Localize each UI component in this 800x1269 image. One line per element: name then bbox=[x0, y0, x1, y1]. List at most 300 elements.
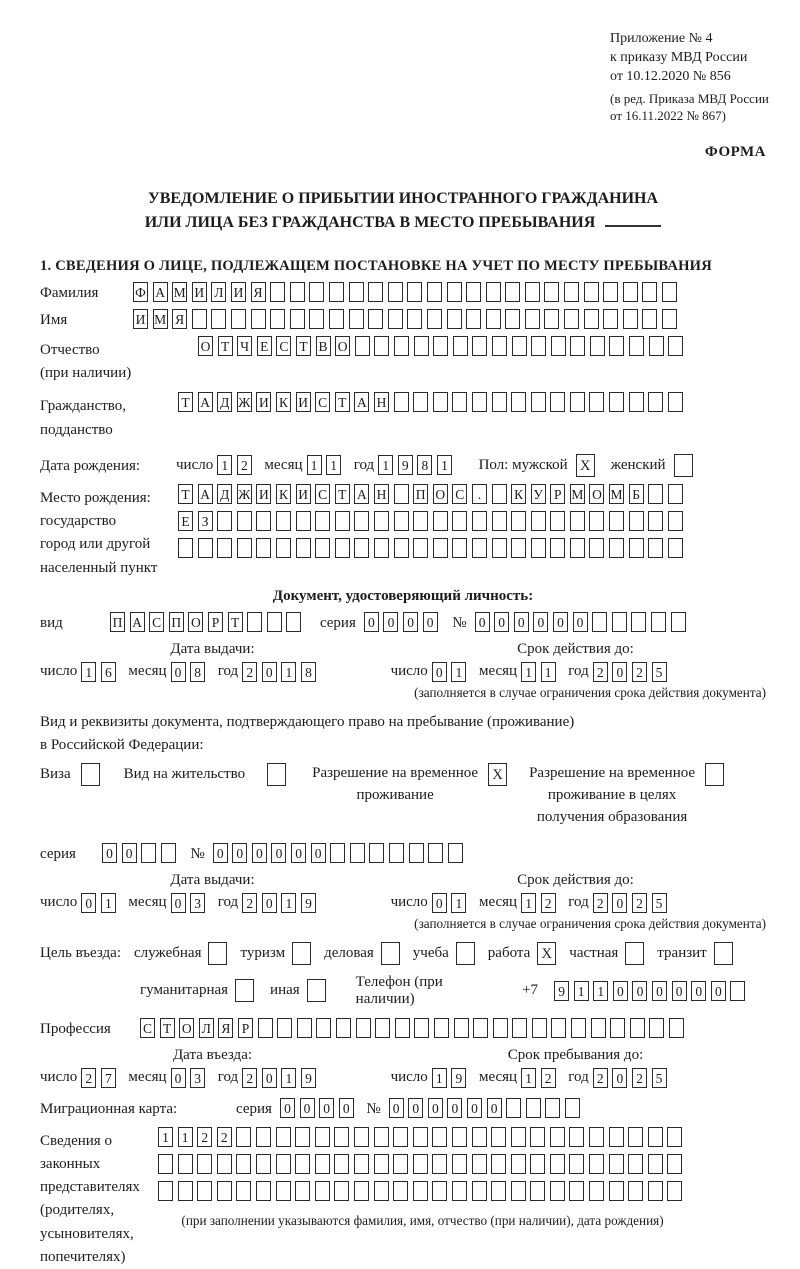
char-cell[interactable]: 9 bbox=[451, 1068, 466, 1088]
char-cell[interactable] bbox=[648, 1154, 663, 1174]
char-cell[interactable] bbox=[315, 1181, 330, 1201]
char-cell[interactable] bbox=[550, 392, 565, 412]
char-cell[interactable] bbox=[158, 1154, 173, 1174]
char-cell[interactable]: 1 bbox=[521, 893, 536, 913]
char-cell[interactable] bbox=[388, 282, 403, 302]
char-cell[interactable] bbox=[592, 612, 607, 632]
char-cell[interactable]: 1 bbox=[378, 455, 393, 475]
char-cell[interactable] bbox=[295, 1181, 310, 1201]
purpose-official-checkbox[interactable] bbox=[208, 942, 227, 965]
char-cell[interactable]: С bbox=[276, 336, 291, 356]
char-cell[interactable] bbox=[486, 282, 501, 302]
char-cell[interactable] bbox=[375, 1018, 390, 1038]
char-cell[interactable]: 0 bbox=[632, 981, 647, 1001]
char-cell[interactable]: 1 bbox=[281, 1068, 296, 1088]
char-cell[interactable]: Л bbox=[211, 282, 226, 302]
char-cell[interactable]: 0 bbox=[553, 612, 568, 632]
char-cell[interactable]: 0 bbox=[171, 662, 186, 682]
char-cell[interactable] bbox=[368, 282, 383, 302]
char-cell[interactable]: Р bbox=[550, 484, 565, 504]
char-cell[interactable]: 1 bbox=[451, 662, 466, 682]
char-cell[interactable] bbox=[609, 392, 624, 412]
char-cell[interactable] bbox=[258, 1018, 273, 1038]
char-cell[interactable] bbox=[569, 1154, 584, 1174]
char-cell[interactable] bbox=[454, 1018, 469, 1038]
char-cell[interactable] bbox=[178, 1154, 193, 1174]
char-cell[interactable] bbox=[315, 538, 330, 558]
char-cell[interactable]: 0 bbox=[408, 1098, 423, 1118]
char-cell[interactable] bbox=[584, 309, 599, 329]
char-cell[interactable] bbox=[550, 538, 565, 558]
char-cell[interactable] bbox=[662, 282, 677, 302]
char-cell[interactable]: О bbox=[433, 484, 448, 504]
char-cell[interactable]: 9 bbox=[301, 893, 316, 913]
char-cell[interactable] bbox=[374, 1154, 389, 1174]
char-cell[interactable] bbox=[452, 511, 467, 531]
char-cell[interactable] bbox=[564, 282, 579, 302]
char-cell[interactable] bbox=[668, 392, 683, 412]
char-cell[interactable]: М bbox=[172, 282, 187, 302]
char-cell[interactable] bbox=[374, 511, 389, 531]
char-cell[interactable] bbox=[472, 1181, 487, 1201]
char-cell[interactable]: К bbox=[511, 484, 526, 504]
char-cell[interactable] bbox=[565, 1098, 580, 1118]
char-cell[interactable] bbox=[428, 843, 443, 863]
char-cell[interactable] bbox=[413, 511, 428, 531]
char-cell[interactable]: 0 bbox=[691, 981, 706, 1001]
char-cell[interactable]: 0 bbox=[475, 612, 490, 632]
char-cell[interactable] bbox=[350, 843, 365, 863]
char-cell[interactable] bbox=[237, 511, 252, 531]
char-cell[interactable] bbox=[178, 1181, 193, 1201]
char-cell[interactable]: 2 bbox=[632, 893, 647, 913]
char-cell[interactable] bbox=[256, 511, 271, 531]
char-cell[interactable] bbox=[629, 336, 644, 356]
char-cell[interactable] bbox=[409, 843, 424, 863]
char-cell[interactable] bbox=[452, 1154, 467, 1174]
char-cell[interactable] bbox=[276, 1154, 291, 1174]
char-cell[interactable]: 0 bbox=[432, 893, 447, 913]
char-cell[interactable] bbox=[551, 336, 566, 356]
char-cell[interactable] bbox=[336, 1018, 351, 1038]
char-cell[interactable] bbox=[570, 511, 585, 531]
char-cell[interactable]: А bbox=[130, 612, 145, 632]
char-cell[interactable] bbox=[649, 336, 664, 356]
char-cell[interactable] bbox=[623, 282, 638, 302]
char-cell[interactable] bbox=[296, 511, 311, 531]
char-cell[interactable] bbox=[413, 1127, 428, 1147]
char-cell[interactable] bbox=[388, 309, 403, 329]
char-cell[interactable] bbox=[286, 612, 301, 632]
char-cell[interactable] bbox=[276, 1127, 291, 1147]
char-cell[interactable]: 2 bbox=[217, 1127, 232, 1147]
char-cell[interactable] bbox=[668, 511, 683, 531]
char-cell[interactable]: 8 bbox=[190, 662, 205, 682]
char-cell[interactable] bbox=[211, 309, 226, 329]
char-cell[interactable]: Б bbox=[629, 484, 644, 504]
char-cell[interactable]: А bbox=[354, 392, 369, 412]
char-cell[interactable] bbox=[256, 1154, 271, 1174]
char-cell[interactable]: 0 bbox=[383, 612, 398, 632]
char-cell[interactable] bbox=[329, 282, 344, 302]
char-cell[interactable] bbox=[355, 336, 370, 356]
char-cell[interactable] bbox=[356, 1018, 371, 1038]
char-cell[interactable]: 0 bbox=[364, 612, 379, 632]
char-cell[interactable] bbox=[564, 309, 579, 329]
char-cell[interactable] bbox=[531, 511, 546, 531]
char-cell[interactable] bbox=[374, 336, 389, 356]
char-cell[interactable] bbox=[413, 538, 428, 558]
char-cell[interactable]: И bbox=[231, 282, 246, 302]
char-cell[interactable] bbox=[277, 1018, 292, 1038]
char-cell[interactable] bbox=[393, 1127, 408, 1147]
char-cell[interactable] bbox=[511, 538, 526, 558]
char-cell[interactable] bbox=[295, 1154, 310, 1174]
char-cell[interactable] bbox=[642, 309, 657, 329]
char-cell[interactable]: 0 bbox=[102, 843, 117, 863]
char-cell[interactable] bbox=[354, 1154, 369, 1174]
char-cell[interactable]: 0 bbox=[613, 981, 628, 1001]
char-cell[interactable]: 2 bbox=[81, 1068, 96, 1088]
char-cell[interactable]: 0 bbox=[232, 843, 247, 863]
char-cell[interactable]: 1 bbox=[432, 1068, 447, 1088]
char-cell[interactable] bbox=[603, 309, 618, 329]
char-cell[interactable] bbox=[610, 1018, 625, 1038]
char-cell[interactable] bbox=[628, 1127, 643, 1147]
char-cell[interactable] bbox=[589, 511, 604, 531]
char-cell[interactable]: 9 bbox=[398, 455, 413, 475]
char-cell[interactable] bbox=[447, 282, 462, 302]
char-cell[interactable] bbox=[589, 538, 604, 558]
char-cell[interactable] bbox=[472, 1154, 487, 1174]
char-cell[interactable]: 0 bbox=[389, 1098, 404, 1118]
char-cell[interactable]: О bbox=[179, 1018, 194, 1038]
char-cell[interactable]: А bbox=[153, 282, 168, 302]
char-cell[interactable]: П bbox=[110, 612, 125, 632]
char-cell[interactable] bbox=[414, 1018, 429, 1038]
char-cell[interactable]: Д bbox=[217, 484, 232, 504]
purpose-humanitarian-checkbox[interactable] bbox=[235, 979, 254, 1002]
char-cell[interactable] bbox=[472, 511, 487, 531]
char-cell[interactable]: Ч bbox=[237, 336, 252, 356]
char-cell[interactable] bbox=[472, 392, 487, 412]
char-cell[interactable] bbox=[648, 1127, 663, 1147]
char-cell[interactable]: 9 bbox=[554, 981, 569, 1001]
char-cell[interactable]: 0 bbox=[213, 843, 228, 863]
char-cell[interactable] bbox=[414, 336, 429, 356]
char-cell[interactable]: 3 bbox=[190, 1068, 205, 1088]
char-cell[interactable]: 0 bbox=[423, 612, 438, 632]
char-cell[interactable] bbox=[531, 392, 546, 412]
char-cell[interactable] bbox=[395, 1018, 410, 1038]
char-cell[interactable]: 2 bbox=[593, 662, 608, 682]
char-cell[interactable] bbox=[334, 1154, 349, 1174]
char-cell[interactable] bbox=[389, 843, 404, 863]
char-cell[interactable] bbox=[315, 511, 330, 531]
char-cell[interactable] bbox=[530, 1127, 545, 1147]
char-cell[interactable] bbox=[649, 1018, 664, 1038]
char-cell[interactable] bbox=[434, 1018, 449, 1038]
char-cell[interactable] bbox=[231, 309, 246, 329]
char-cell[interactable] bbox=[570, 336, 585, 356]
char-cell[interactable] bbox=[492, 392, 507, 412]
purpose-tourism-checkbox[interactable] bbox=[292, 942, 311, 965]
char-cell[interactable] bbox=[486, 309, 501, 329]
title-blank-underline[interactable] bbox=[605, 215, 661, 227]
char-cell[interactable] bbox=[427, 282, 442, 302]
char-cell[interactable] bbox=[550, 1181, 565, 1201]
char-cell[interactable] bbox=[545, 1098, 560, 1118]
char-cell[interactable] bbox=[198, 538, 213, 558]
char-cell[interactable] bbox=[141, 843, 156, 863]
char-cell[interactable]: Т bbox=[160, 1018, 175, 1038]
char-cell[interactable] bbox=[550, 1154, 565, 1174]
temp-residence-education-checkbox[interactable] bbox=[705, 763, 724, 786]
char-cell[interactable]: 2 bbox=[197, 1127, 212, 1147]
char-cell[interactable]: С bbox=[149, 612, 164, 632]
char-cell[interactable] bbox=[550, 1127, 565, 1147]
char-cell[interactable] bbox=[309, 309, 324, 329]
char-cell[interactable]: 6 bbox=[101, 662, 116, 682]
char-cell[interactable] bbox=[492, 538, 507, 558]
char-cell[interactable] bbox=[413, 1154, 428, 1174]
char-cell[interactable] bbox=[329, 309, 344, 329]
char-cell[interactable]: Т bbox=[178, 484, 193, 504]
char-cell[interactable] bbox=[433, 538, 448, 558]
char-cell[interactable] bbox=[630, 1018, 645, 1038]
char-cell[interactable]: 0 bbox=[652, 981, 667, 1001]
char-cell[interactable]: 1 bbox=[437, 455, 452, 475]
char-cell[interactable] bbox=[642, 282, 657, 302]
char-cell[interactable]: 8 bbox=[417, 455, 432, 475]
char-cell[interactable] bbox=[374, 1181, 389, 1201]
char-cell[interactable] bbox=[511, 1127, 526, 1147]
char-cell[interactable] bbox=[584, 282, 599, 302]
char-cell[interactable] bbox=[589, 1181, 604, 1201]
char-cell[interactable] bbox=[354, 538, 369, 558]
residence-permit-checkbox[interactable] bbox=[267, 763, 286, 786]
char-cell[interactable]: Н bbox=[374, 392, 389, 412]
char-cell[interactable] bbox=[531, 336, 546, 356]
char-cell[interactable]: Я bbox=[251, 282, 266, 302]
char-cell[interactable] bbox=[531, 538, 546, 558]
char-cell[interactable] bbox=[505, 309, 520, 329]
char-cell[interactable]: Е bbox=[257, 336, 272, 356]
char-cell[interactable] bbox=[662, 309, 677, 329]
char-cell[interactable] bbox=[648, 1181, 663, 1201]
char-cell[interactable] bbox=[651, 612, 666, 632]
char-cell[interactable] bbox=[648, 392, 663, 412]
char-cell[interactable] bbox=[335, 511, 350, 531]
char-cell[interactable] bbox=[433, 392, 448, 412]
char-cell[interactable] bbox=[161, 843, 176, 863]
char-cell[interactable] bbox=[334, 1181, 349, 1201]
char-cell[interactable]: 0 bbox=[432, 662, 447, 682]
char-cell[interactable]: О bbox=[335, 336, 350, 356]
char-cell[interactable]: В bbox=[316, 336, 331, 356]
char-cell[interactable] bbox=[668, 538, 683, 558]
char-cell[interactable]: К bbox=[276, 484, 291, 504]
char-cell[interactable] bbox=[452, 1127, 467, 1147]
char-cell[interactable]: Я bbox=[218, 1018, 233, 1038]
char-cell[interactable] bbox=[589, 1154, 604, 1174]
char-cell[interactable]: 1 bbox=[81, 662, 96, 682]
char-cell[interactable]: 0 bbox=[672, 981, 687, 1001]
char-cell[interactable]: Я bbox=[172, 309, 187, 329]
char-cell[interactable]: 0 bbox=[122, 843, 137, 863]
char-cell[interactable]: Е bbox=[178, 511, 193, 531]
char-cell[interactable] bbox=[493, 1018, 508, 1038]
char-cell[interactable] bbox=[197, 1154, 212, 1174]
char-cell[interactable] bbox=[609, 336, 624, 356]
char-cell[interactable]: 1 bbox=[521, 1068, 536, 1088]
purpose-private-checkbox[interactable] bbox=[625, 942, 644, 965]
char-cell[interactable] bbox=[648, 484, 663, 504]
char-cell[interactable]: 5 bbox=[652, 662, 667, 682]
char-cell[interactable]: З bbox=[198, 511, 213, 531]
char-cell[interactable]: 2 bbox=[541, 893, 556, 913]
char-cell[interactable]: 5 bbox=[652, 1068, 667, 1088]
char-cell[interactable]: С bbox=[315, 392, 330, 412]
char-cell[interactable]: 0 bbox=[171, 1068, 186, 1088]
char-cell[interactable]: 0 bbox=[711, 981, 726, 1001]
char-cell[interactable] bbox=[609, 1154, 624, 1174]
char-cell[interactable] bbox=[296, 538, 311, 558]
char-cell[interactable]: Ж bbox=[237, 484, 252, 504]
char-cell[interactable] bbox=[669, 1018, 684, 1038]
char-cell[interactable] bbox=[394, 484, 409, 504]
char-cell[interactable] bbox=[512, 1018, 527, 1038]
char-cell[interactable] bbox=[432, 1154, 447, 1174]
char-cell[interactable]: 0 bbox=[252, 843, 267, 863]
char-cell[interactable] bbox=[276, 511, 291, 531]
char-cell[interactable]: И bbox=[256, 392, 271, 412]
char-cell[interactable]: И bbox=[256, 484, 271, 504]
char-cell[interactable]: Т bbox=[178, 392, 193, 412]
char-cell[interactable] bbox=[295, 1127, 310, 1147]
char-cell[interactable] bbox=[316, 1018, 331, 1038]
char-cell[interactable]: 2 bbox=[541, 1068, 556, 1088]
char-cell[interactable] bbox=[590, 336, 605, 356]
char-cell[interactable]: П bbox=[413, 484, 428, 504]
char-cell[interactable] bbox=[432, 1181, 447, 1201]
char-cell[interactable]: М bbox=[153, 309, 168, 329]
char-cell[interactable] bbox=[374, 538, 389, 558]
char-cell[interactable] bbox=[532, 1018, 547, 1038]
char-cell[interactable] bbox=[530, 1181, 545, 1201]
char-cell[interactable]: 0 bbox=[300, 1098, 315, 1118]
char-cell[interactable] bbox=[668, 484, 683, 504]
char-cell[interactable] bbox=[452, 392, 467, 412]
char-cell[interactable]: 1 bbox=[451, 893, 466, 913]
char-cell[interactable] bbox=[629, 392, 644, 412]
purpose-work-checkbox[interactable]: X bbox=[537, 942, 556, 965]
char-cell[interactable] bbox=[452, 538, 467, 558]
char-cell[interactable] bbox=[217, 538, 232, 558]
char-cell[interactable] bbox=[276, 1181, 291, 1201]
char-cell[interactable] bbox=[394, 336, 409, 356]
char-cell[interactable]: И bbox=[133, 309, 148, 329]
char-cell[interactable] bbox=[236, 1154, 251, 1174]
char-cell[interactable] bbox=[589, 1127, 604, 1147]
char-cell[interactable]: Ф bbox=[133, 282, 148, 302]
char-cell[interactable]: 5 bbox=[652, 893, 667, 913]
char-cell[interactable]: 2 bbox=[237, 455, 252, 475]
char-cell[interactable] bbox=[276, 538, 291, 558]
char-cell[interactable]: 2 bbox=[593, 1068, 608, 1088]
char-cell[interactable] bbox=[569, 1181, 584, 1201]
char-cell[interactable] bbox=[236, 1127, 251, 1147]
char-cell[interactable]: 7 bbox=[101, 1068, 116, 1088]
char-cell[interactable]: 0 bbox=[447, 1098, 462, 1118]
char-cell[interactable]: О bbox=[188, 612, 203, 632]
char-cell[interactable]: 0 bbox=[262, 662, 277, 682]
char-cell[interactable] bbox=[433, 511, 448, 531]
char-cell[interactable]: Т bbox=[228, 612, 243, 632]
char-cell[interactable] bbox=[393, 1181, 408, 1201]
char-cell[interactable] bbox=[629, 538, 644, 558]
char-cell[interactable]: 0 bbox=[262, 1068, 277, 1088]
char-cell[interactable]: 9 bbox=[301, 1068, 316, 1088]
char-cell[interactable]: 3 bbox=[190, 893, 205, 913]
char-cell[interactable]: 2 bbox=[632, 662, 647, 682]
char-cell[interactable]: 1 bbox=[541, 662, 556, 682]
char-cell[interactable] bbox=[354, 1181, 369, 1201]
char-cell[interactable]: 1 bbox=[281, 893, 296, 913]
char-cell[interactable]: О bbox=[589, 484, 604, 504]
char-cell[interactable] bbox=[511, 1181, 526, 1201]
char-cell[interactable]: М bbox=[570, 484, 585, 504]
char-cell[interactable]: . bbox=[472, 484, 487, 504]
char-cell[interactable]: 0 bbox=[403, 612, 418, 632]
char-cell[interactable]: С bbox=[452, 484, 467, 504]
char-cell[interactable]: 2 bbox=[242, 662, 257, 682]
char-cell[interactable] bbox=[158, 1181, 173, 1201]
char-cell[interactable]: 0 bbox=[487, 1098, 502, 1118]
char-cell[interactable] bbox=[628, 1181, 643, 1201]
char-cell[interactable]: М bbox=[609, 484, 624, 504]
char-cell[interactable]: 0 bbox=[573, 612, 588, 632]
char-cell[interactable] bbox=[609, 511, 624, 531]
char-cell[interactable] bbox=[427, 309, 442, 329]
char-cell[interactable]: Р bbox=[208, 612, 223, 632]
char-cell[interactable] bbox=[628, 1154, 643, 1174]
char-cell[interactable] bbox=[609, 1127, 624, 1147]
char-cell[interactable] bbox=[492, 336, 507, 356]
char-cell[interactable] bbox=[413, 1181, 428, 1201]
char-cell[interactable] bbox=[393, 1154, 408, 1174]
char-cell[interactable] bbox=[267, 612, 282, 632]
char-cell[interactable] bbox=[571, 1018, 586, 1038]
char-cell[interactable]: А bbox=[198, 392, 213, 412]
char-cell[interactable]: Т bbox=[218, 336, 233, 356]
char-cell[interactable]: О bbox=[198, 336, 213, 356]
char-cell[interactable]: С bbox=[315, 484, 330, 504]
char-cell[interactable]: 0 bbox=[612, 662, 627, 682]
char-cell[interactable] bbox=[629, 511, 644, 531]
char-cell[interactable] bbox=[330, 843, 345, 863]
char-cell[interactable] bbox=[349, 309, 364, 329]
char-cell[interactable] bbox=[251, 309, 266, 329]
char-cell[interactable]: 2 bbox=[632, 1068, 647, 1088]
char-cell[interactable] bbox=[472, 336, 487, 356]
char-cell[interactable] bbox=[671, 612, 686, 632]
char-cell[interactable]: 1 bbox=[307, 455, 322, 475]
char-cell[interactable]: А bbox=[198, 484, 213, 504]
char-cell[interactable]: 0 bbox=[262, 893, 277, 913]
char-cell[interactable] bbox=[217, 1154, 232, 1174]
char-cell[interactable] bbox=[492, 511, 507, 531]
